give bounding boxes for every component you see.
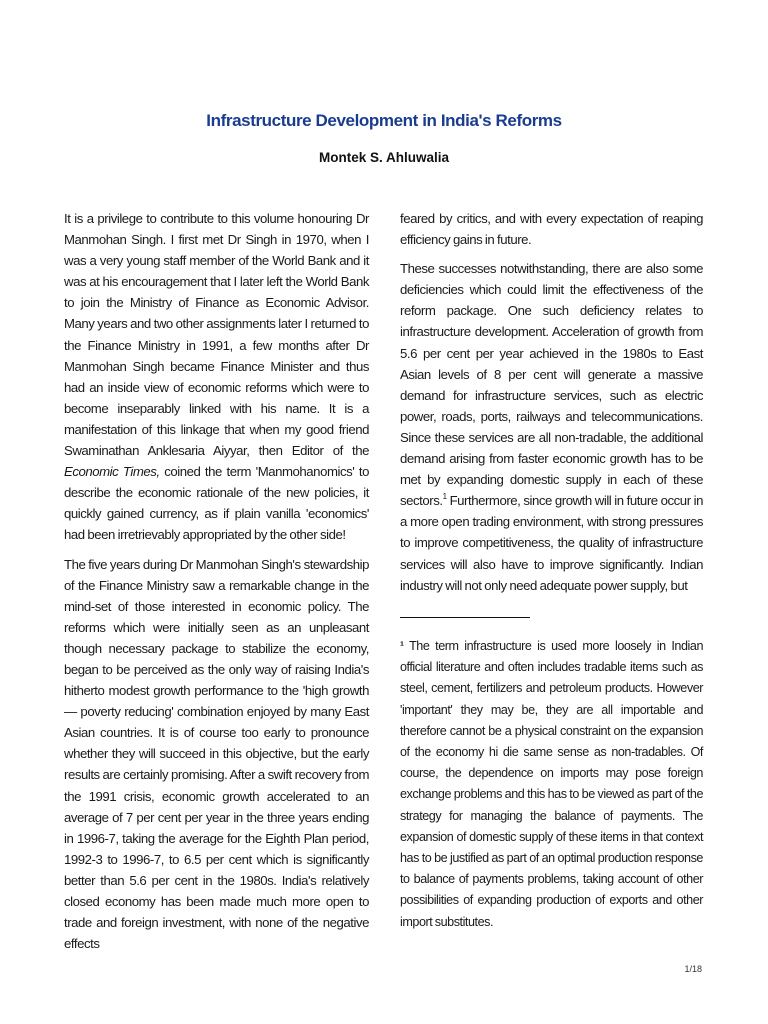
paragraph-text: Furthermore, since growth will in future occur in a more open trading environment, with strong pressures to improve competitiveness, the quality of infrastructure services will also have to improve significantly. Indian industry will not only need adequate power supply, but xyxy=(400,493,703,593)
paragraph xyxy=(400,258,703,596)
paragraph-text: These successes notwithstanding, there are also some deficiencies which could limit the effectiveness of the reform package. One such deficiency relates to infrastructure development. Acceleration of growth from 5.6 per cent per year achieved in the 1980s to East Asian levels of 8 per cent will generate a massive demand for infrastructure services, such as electric power, roads, ports, railways and telecommunications. Since these services are all non-tradable, the additional demand arising from faster economic growth has to be met by expanding domestic supply in each of these sectors. xyxy=(400,261,703,509)
footnote-mark: ¹ xyxy=(400,639,404,653)
author-name: Montek S. Ahluwalia xyxy=(318,150,450,165)
footnote-reference: 1 xyxy=(442,492,447,502)
paragraph xyxy=(64,208,369,546)
footnote-divider xyxy=(400,617,530,618)
paragraph: feared by critics, and with every expectation of reaping efficiency gains in future. xyxy=(400,211,703,248)
footnote xyxy=(400,636,703,933)
publication-name: Economic Times, xyxy=(64,464,160,480)
paragraph-text: coined the term 'Manmohanomics' to describe the economic rationale of the new policies, it quickly gained currency, as if plain vanilla 'economics' had been irretrievably appropriated by the other side! xyxy=(64,464,369,543)
left-column xyxy=(64,208,369,962)
footnote-text: The term infrastructure is used more loosely in Indian official literature and often includes tradable items such as steel, cement, fertilizers and petroleum products. However 'important' they may be, they are all importable and therefore cannot be a physical constraint on the expansion of the economy hi die same sense as non-tradables. Of course, the dependence on imports may pose foreign exchange problems and this has to be viewed as part of the strategy for managing the balance of payments. The expansion of domestic supply of these items in that context has to be justified as part of an optimal production response to balance of payments problems, taking account of other possibilities of expanding production of exports and other import substitutes. xyxy=(400,639,703,929)
page-number: 1/18 xyxy=(684,964,702,974)
right-column xyxy=(400,208,703,604)
paragraph: The five years during Dr Manmohan Singh's stewardship of the Finance Ministry saw a remarkable change in the mind-set of those interested in economic policy. The reforms which were initially seen as an unpleasant though necessary package to stabilize the economy, began to be perceived as the only way of raising India's hitherto modest growth performance to the 'high growth — poverty reducing' combination enjoyed by many East Asian countries. It is of course too early to pronounce whether they will succeed in this objective, but the early results are certainly promising. After a swift recovery from the 1991 crisis, economic growth accelerated to an average of 7 per cent per year in the three years ending in 1996-7, taking the average for the Eighth Plan period, 1992-3 to 1996-7, to 6.5 per cent which is significantly better than 5.6 per cent in the 1980s. India's relatively closed economy has been made much more open to trade and foreign investment, with none of the negative effects xyxy=(64,556,369,952)
paragraph-text: It is a privilege to contribute to this volume honouring Dr Manmohan Singh. I first met Dr Singh in 1970, when I was a very young staff member of the World Bank and it was at his encouragement that I later left the World Bank to join the Ministry of Finance as Economic Advisor. Many years and two other assignments later I returned to the Finance Ministry in 1991, a few months after Dr Manmohan Singh became Finance Minister and thus had an inside view of economic reforms which were to become inseparably linked with his name. It is a manifestation of this linkage that when my good friend Swaminathan Anklesaria Aiyyar, then Editor of the xyxy=(64,211,369,459)
page-title: Infrastructure Development in India's Reforms xyxy=(206,111,562,130)
